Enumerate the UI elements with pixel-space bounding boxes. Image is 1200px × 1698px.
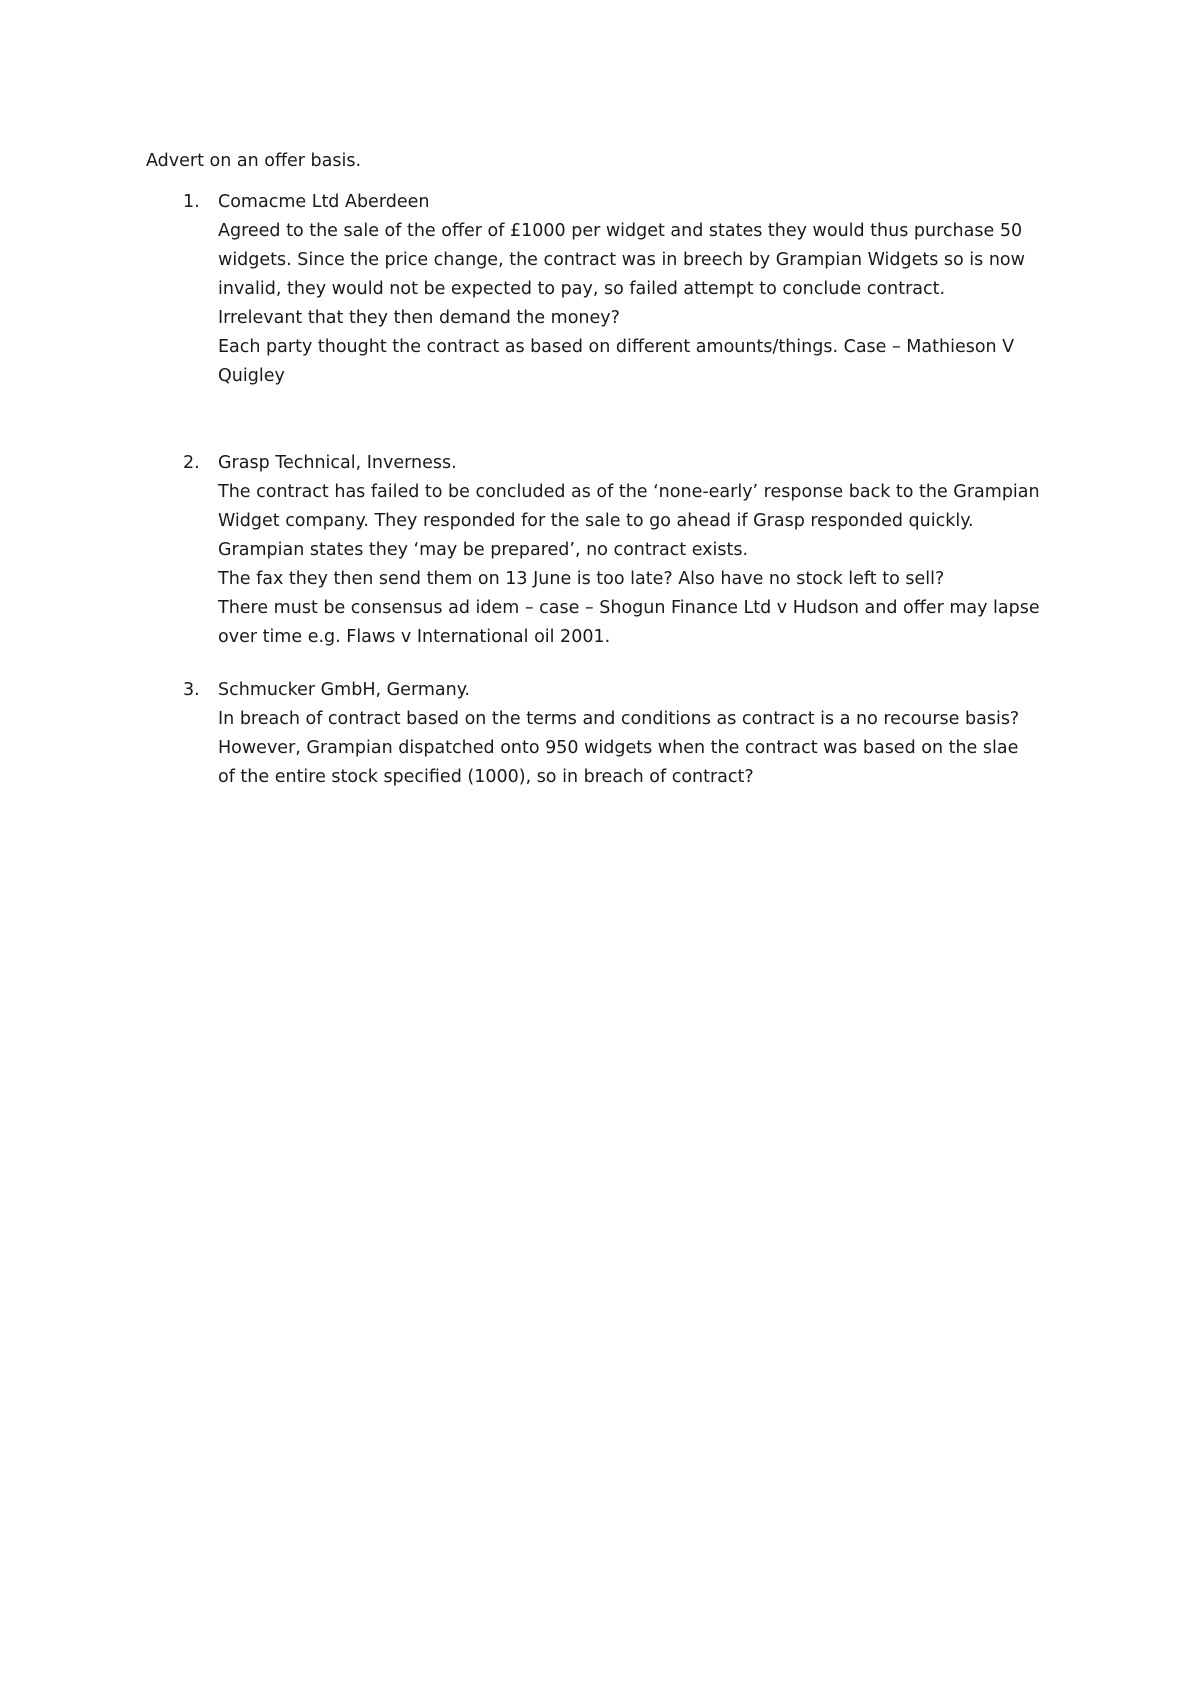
item-text-line: The contract has failed to be concluded as of the ‘none-early’ response back to the Grampian <box>218 482 1040 502</box>
case-list <box>146 188 1086 792</box>
item-text-line: widgets. Since the price change, the contract was in breech by Grampian Widgets so is now <box>218 250 1025 270</box>
list-number: 3. <box>183 680 200 700</box>
item-text-line: Grampian states they ‘may be prepared’, no contract exists. <box>218 540 749 560</box>
item-text-line: over time e.g. Flaws v International oil 2001. <box>218 627 611 647</box>
item-heading: Schmucker GmbH, Germany. <box>218 680 471 700</box>
list-item-comacme <box>146 188 1086 391</box>
list-number: 2. <box>183 453 200 473</box>
item-text-line: The fax they then send them on 13 June is too late? Also have no stock left to sell? <box>218 569 945 589</box>
item-text-line: invalid, they would not be expected to pay, so failed attempt to conclude contract. <box>218 279 946 299</box>
intro-paragraph: Advert on an offer basis. <box>146 151 362 171</box>
item-text-line: Each party thought the contract as based on different amounts/things. Case – Mathieson V <box>218 337 1015 357</box>
item-text-line: There must be consensus ad idem – case – Shogun Finance Ltd v Hudson and offer may lapse <box>218 598 1040 618</box>
item-heading: Grasp Technical, Inverness. <box>218 453 457 473</box>
document-body <box>146 147 1086 792</box>
list-item-grasp <box>146 449 1086 652</box>
item-text-line: Widget company. They responded for the sale to go ahead if Grasp responded quickly. <box>218 511 974 531</box>
item-text-line: Agreed to the sale of the offer of £1000 per widget and states they would thus purchase 50 <box>218 221 1023 241</box>
item-heading: Comacme Ltd Aberdeen <box>218 192 430 212</box>
item-text-line: However, Grampian dispatched onto 950 widgets when the contract was based on the slae <box>218 738 1019 758</box>
item-text-line: Quigley <box>218 366 285 386</box>
item-text-line: Irrelevant that they then demand the money? <box>218 308 620 328</box>
list-item-schmucker <box>146 676 1086 792</box>
item-text-line: of the entire stock specified (1000), so in breach of contract? <box>218 767 754 787</box>
list-number: 1. <box>183 192 200 212</box>
item-text-line: In breach of contract based on the terms and conditions as contract is a no recourse basis? <box>218 709 1020 729</box>
